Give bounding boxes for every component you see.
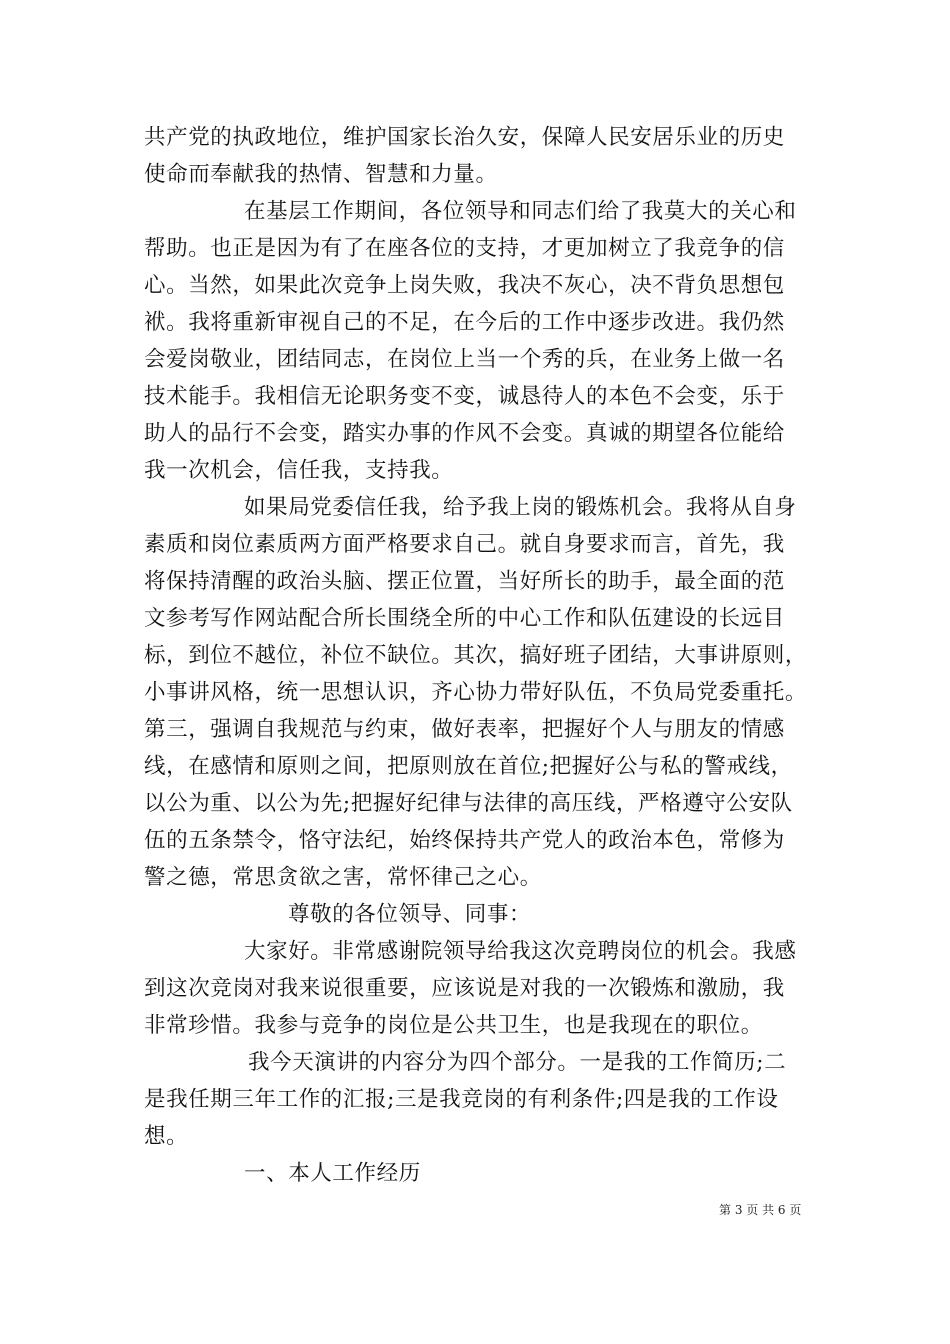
paragraph-start-line: 在基层工作期间，各位领导和同志们给了我莫大的关心和 [244, 199, 797, 224]
text-line: 以公为重、以公为先;把握好纪律与法律的高压线，严格遵守公安队 [144, 791, 793, 816]
section-heading: 一、本人工作经历 [244, 1161, 421, 1186]
text-line: 心。当然，如果此次竞争上岗失败，我决不灰心，决不背负思想包 [144, 273, 785, 298]
text-line: 伍的五条禁令，恪守法纪，始终保持共产党人的政治本色，常修为 [144, 828, 785, 853]
text-line: 助人的品行不会变，踏实办事的作风不会变。真诚的期望各位能给 [144, 421, 785, 446]
paragraph-start-line: 如果局党委信任我，给予我上岗的锻炼机会。我将从自身 [244, 495, 797, 520]
text-line: 会爱岗敬业，团结同志，在岗位上当一个秀的兵，在业务上做一名 [144, 347, 785, 372]
text-line: 袱。我将重新审视自己的不足，在今后的工作中逐步改进。我仍然 [144, 310, 785, 335]
text-line: 小事讲风格，统一思想认识，齐心协力带好队伍，不负局党委重托。 [144, 680, 808, 705]
text-line: 我一次机会，信任我，支持我。 [144, 458, 454, 483]
paragraph-start-line: 大家好。非常感谢院领导给我这次竞聘岗位的机会。我感 [244, 939, 797, 964]
text-line: 是我任期三年工作的汇报;三是我竞岗的有利条件;四是我的工作设 [144, 1087, 779, 1112]
text-line: 共产党的执政地位，维护国家长治久安，保障人民安居乐业的历史 [144, 125, 785, 150]
page-footer: 第 3 页 共 6 页 [719, 1203, 802, 1217]
text-line: 技术能手。我相信无论职务变不变，诚恳待人的本色不会变，乐于 [144, 384, 785, 409]
text-line: 第三，强调自我规范与约束，做好表率，把握好个人与朋友的情感 [144, 717, 785, 742]
salutation-line: 尊敬的各位领导、同事： [288, 902, 532, 927]
text-line: 警之德，常思贪欲之害，常怀律己之心。 [144, 865, 542, 890]
text-line: 想。 [144, 1124, 189, 1149]
text-line: 帮助。也正是因为有了在座各位的支持，才更加树立了我竞争的信 [144, 236, 785, 261]
text-line: 到这次竞岗对我来说很重要，应该说是对我的一次锻炼和激励，我 [144, 976, 785, 1001]
text-line: 非常珍惜。我参与竞争的岗位是公共卫生，也是我现在的职位。 [144, 1013, 763, 1038]
text-line: 使命而奉献我的热情、智慧和力量。 [144, 162, 498, 187]
text-line: 线，在感情和原则之间，把原则放在首位;把握好公与私的警戒线， [144, 754, 793, 779]
paragraph-start-line: 我今天演讲的内容分为四个部分。一是我的工作简历;二 [248, 1050, 787, 1075]
text-line: 素质和岗位素质两方面严格要求自己。就自身要求而言，首先，我 [144, 532, 785, 557]
text-line: 文参考写作网站配合所长围绕全所的中心工作和队伍建设的长远目 [144, 606, 785, 631]
text-line: 标，到位不越位，补位不缺位。其次，搞好班子团结，大事讲原则， [144, 643, 808, 668]
text-line: 将保持清醒的政治头脑、摆正位置，当好所长的助手，最全面的范 [144, 569, 785, 594]
